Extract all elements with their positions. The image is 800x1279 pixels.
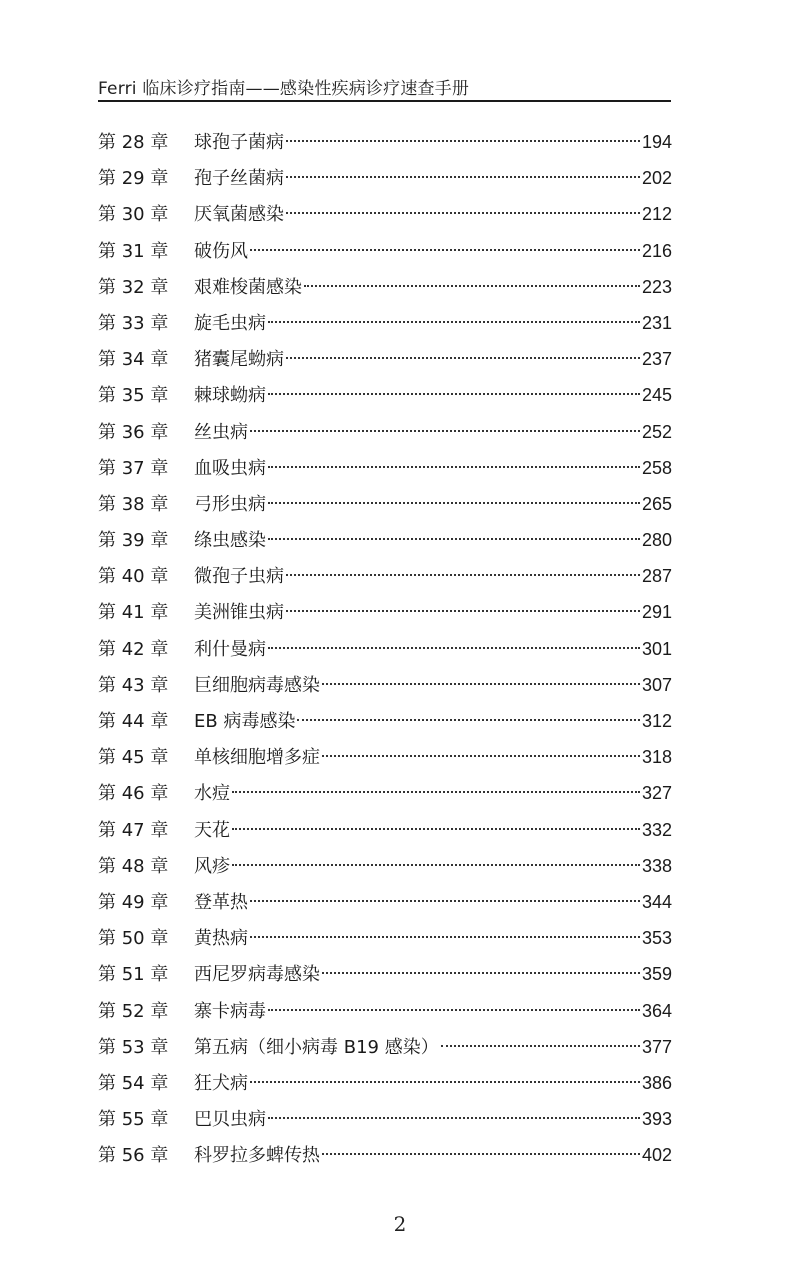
page-reference: 307	[641, 674, 672, 695]
dot-leader	[268, 1009, 640, 1011]
chapter-number: 第 42 章	[98, 638, 169, 660]
dot-leader	[322, 1153, 640, 1155]
chapter-number: 第 43 章	[98, 674, 169, 696]
toc-entry[interactable]	[98, 233, 672, 269]
page-reference: 386	[641, 1072, 672, 1093]
toc-entry[interactable]	[98, 739, 672, 775]
dot-leader	[322, 683, 640, 685]
toc-entry[interactable]	[98, 341, 672, 377]
chapter-number: 第 34 章	[98, 349, 169, 371]
chapter-number: 第 29 章	[98, 168, 169, 190]
toc-entry[interactable]	[98, 558, 672, 594]
chapter-title: 弓形虫病	[194, 493, 266, 515]
page-reference: 237	[641, 349, 672, 370]
dot-leader	[268, 502, 640, 504]
toc-entry[interactable]	[98, 486, 672, 522]
dot-leader	[268, 647, 640, 649]
chapter-number: 第 32 章	[98, 276, 169, 298]
dot-leader	[268, 321, 640, 323]
page-number: 2	[393, 1212, 407, 1236]
chapter-title: 单核细胞增多症	[194, 747, 320, 769]
chapter-number: 第 44 章	[98, 711, 169, 732]
toc-entry[interactable]	[98, 631, 672, 667]
toc-entry[interactable]	[98, 160, 672, 196]
toc-entry[interactable]	[98, 594, 672, 630]
page-reference: 402	[641, 1145, 672, 1166]
chapter-number: 第 40 章	[98, 566, 169, 588]
dot-leader	[250, 1081, 640, 1083]
page-reference: 202	[641, 168, 672, 189]
chapter-number: 第 31 章	[98, 240, 169, 262]
chapter-number: 第 38 章	[98, 493, 169, 515]
page-reference: 287	[641, 566, 672, 587]
chapter-title: 绦虫感染	[194, 530, 266, 552]
page-reference: 318	[641, 747, 672, 768]
chapter-number: 第 53 章	[98, 1036, 169, 1058]
dot-leader	[286, 176, 640, 178]
toc-entry[interactable]	[98, 884, 672, 920]
page-reference: 265	[641, 493, 672, 514]
chapter-title: 厌氧菌感染	[194, 204, 284, 226]
dot-leader	[268, 466, 640, 468]
chapter-title: 科罗拉多蜱传热	[194, 1145, 320, 1167]
chapter-title: 登革热	[194, 891, 248, 913]
dot-leader	[232, 828, 640, 830]
chapter-number: 第 46 章	[98, 783, 169, 805]
chapter-title: 西尼罗病毒感染	[194, 964, 320, 986]
chapter-title: 第五病（细小病毒 B19 感染）	[194, 1036, 439, 1058]
chapter-title: 巨细胞病毒感染	[194, 674, 320, 696]
toc-entry[interactable]	[98, 522, 672, 558]
chapter-number: 第 36 章	[98, 421, 169, 443]
chapter-title: 猪囊尾蚴病	[194, 349, 284, 371]
dot-leader	[322, 755, 640, 757]
chapter-number: 第 35 章	[98, 385, 169, 407]
toc-entry[interactable]	[98, 667, 672, 703]
chapter-title: 寨卡病毒	[194, 1000, 266, 1022]
toc-entry[interactable]	[98, 196, 672, 232]
dot-leader	[304, 285, 640, 287]
chapter-number: 第 51 章	[98, 964, 169, 986]
dot-leader	[286, 212, 640, 214]
dot-leader	[322, 972, 640, 974]
toc-entry[interactable]	[98, 1101, 672, 1137]
chapter-title: 美洲锥虫病	[194, 602, 284, 624]
dot-leader	[232, 791, 640, 793]
chapter-number: 第 49 章	[98, 891, 169, 913]
table-of-contents	[98, 124, 672, 1173]
page-reference: 231	[641, 312, 672, 333]
chapter-number: 第 28 章	[98, 132, 169, 153]
dot-leader	[250, 430, 640, 432]
chapter-title: 利什曼病	[194, 638, 266, 660]
page-reference: 327	[641, 783, 672, 804]
page-reference: 344	[641, 891, 672, 912]
toc-entry[interactable]	[98, 1137, 672, 1173]
toc-entry[interactable]	[98, 703, 672, 739]
dot-leader	[268, 393, 640, 395]
page-reference: 393	[641, 1109, 672, 1130]
toc-entry[interactable]	[98, 956, 672, 992]
dot-leader	[286, 574, 640, 576]
dot-leader	[441, 1045, 640, 1047]
chapter-title: 水痘	[194, 783, 230, 805]
page-reference: 353	[641, 928, 672, 949]
toc-entry[interactable]	[98, 269, 672, 305]
chapter-title: 血吸虫病	[194, 457, 266, 479]
page-reference: 338	[641, 855, 672, 876]
chapter-title: 微孢子虫病	[194, 566, 284, 588]
page-reference: 332	[641, 819, 672, 840]
dot-leader	[286, 357, 640, 359]
page-reference: 312	[641, 711, 672, 731]
chapter-title: 艰难梭菌感染	[194, 276, 302, 298]
running-header: Ferri 临床诊疗指南——感染性疾病诊疗速查手册	[98, 79, 470, 99]
dot-leader	[286, 610, 640, 612]
chapter-title: 旋毛虫病	[194, 312, 266, 334]
dot-leader	[232, 864, 640, 866]
toc-entry[interactable]	[98, 1029, 672, 1065]
chapter-title: 棘球蚴病	[194, 385, 266, 407]
toc-entry[interactable]	[98, 414, 672, 450]
toc-entry[interactable]	[98, 920, 672, 956]
chapter-number: 第 45 章	[98, 747, 169, 769]
chapter-number: 第 30 章	[98, 204, 169, 226]
page-reference: 194	[641, 132, 672, 152]
toc-entry[interactable]	[98, 450, 672, 486]
toc-entry[interactable]	[98, 305, 672, 341]
dot-leader	[297, 719, 640, 721]
chapter-title: 破伤风	[194, 240, 248, 262]
page-reference: 301	[641, 638, 672, 659]
toc-entry[interactable]	[98, 124, 672, 160]
page-reference: 223	[641, 276, 672, 297]
chapter-title: 天花	[194, 819, 230, 841]
page-reference: 245	[641, 385, 672, 406]
chapter-title: 风疹	[194, 855, 230, 877]
page-reference: 291	[641, 602, 672, 623]
chapter-number: 第 52 章	[98, 1000, 169, 1022]
page-reference: 212	[641, 204, 672, 225]
dot-leader	[250, 900, 640, 902]
chapter-title: EB 病毒感染	[194, 711, 296, 732]
dot-leader	[286, 140, 640, 142]
chapter-number: 第 55 章	[98, 1109, 169, 1131]
chapter-title: 黄热病	[194, 928, 248, 950]
toc-entry[interactable]	[98, 848, 672, 884]
chapter-number: 第 48 章	[98, 855, 169, 877]
chapter-title: 巴贝虫病	[194, 1109, 266, 1131]
toc-entry[interactable]	[98, 812, 672, 848]
toc-entry[interactable]	[98, 1065, 672, 1101]
chapter-number: 第 47 章	[98, 819, 169, 841]
chapter-number: 第 41 章	[98, 602, 169, 624]
toc-entry[interactable]	[98, 993, 672, 1029]
chapter-number: 第 56 章	[98, 1145, 169, 1167]
toc-entry[interactable]	[98, 775, 672, 811]
page-reference: 280	[641, 530, 672, 551]
chapter-number: 第 50 章	[98, 928, 169, 950]
page-reference: 359	[641, 964, 672, 985]
chapter-number: 第 33 章	[98, 312, 169, 334]
chapter-number: 第 39 章	[98, 530, 169, 552]
dot-leader	[268, 538, 640, 540]
chapter-title: 丝虫病	[194, 421, 248, 443]
page-reference: 258	[641, 457, 672, 478]
toc-entry[interactable]	[98, 377, 672, 413]
header-rule	[98, 100, 671, 102]
page-reference: 364	[641, 1000, 672, 1021]
dot-leader	[250, 249, 640, 251]
chapter-title: 球孢子菌病	[194, 132, 284, 153]
dot-leader	[268, 1117, 640, 1119]
chapter-number: 第 54 章	[98, 1072, 169, 1094]
chapter-title: 孢子丝菌病	[194, 168, 284, 190]
page-reference: 252	[641, 421, 672, 442]
page-reference: 216	[641, 240, 672, 261]
dot-leader	[250, 936, 640, 938]
chapter-title: 狂犬病	[194, 1072, 248, 1094]
chapter-number: 第 37 章	[98, 457, 169, 479]
page-reference: 377	[641, 1036, 672, 1057]
